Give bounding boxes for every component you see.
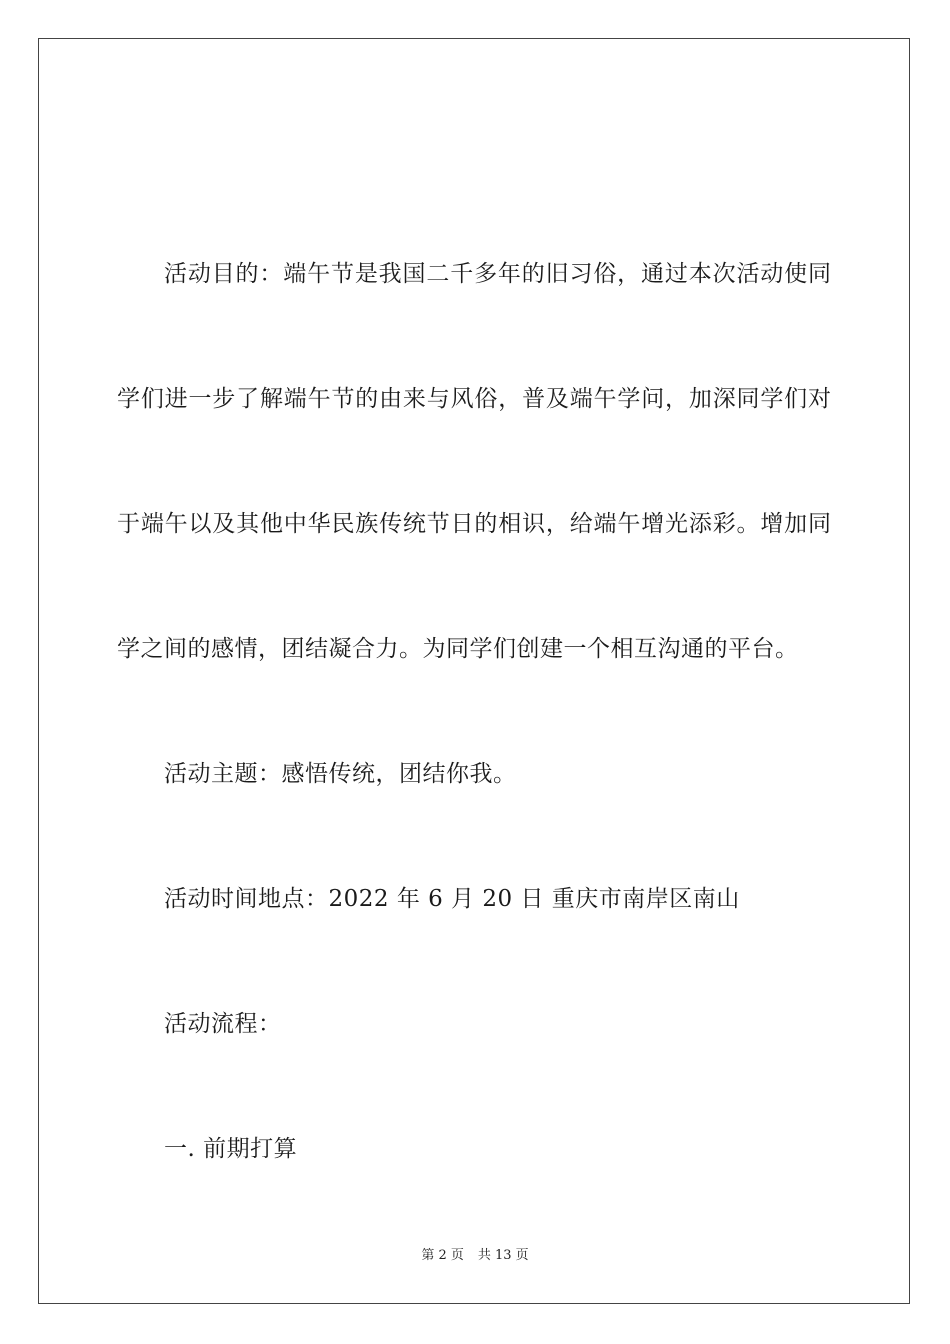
- paragraph-purpose-line-2: 学们进一步了解端午节的由来与风俗，普及端午学问，加深同学们对: [117, 386, 831, 412]
- paragraph-purpose-line-1: 活动目的：端午节是我国二千多年的旧习俗，通过本次活动使同: [164, 261, 831, 287]
- page-total: 共 13 页: [477, 1248, 529, 1263]
- page-number: 第 2 页: [421, 1248, 464, 1263]
- paragraph-purpose-line-3: 于端午以及其他中华民族传统节日的相识，给端午增光添彩。增加同: [117, 511, 831, 537]
- activity-time-place: 活动时间地点：2022 年 6 月 20 日 重庆市南岸区南山: [164, 886, 740, 912]
- section-heading-preparation: 一. 前期打算: [164, 1136, 298, 1162]
- page-border: [38, 38, 910, 1304]
- activity-theme: 活动主题：感悟传统，团结你我。: [164, 761, 517, 787]
- activity-process-heading: 活动流程：: [164, 1011, 282, 1037]
- paragraph-purpose-line-4: 学之间的感情，团结凝合力。为同学们创建一个相互沟通的平台。: [117, 636, 799, 662]
- page-footer: [0, 1247, 950, 1265]
